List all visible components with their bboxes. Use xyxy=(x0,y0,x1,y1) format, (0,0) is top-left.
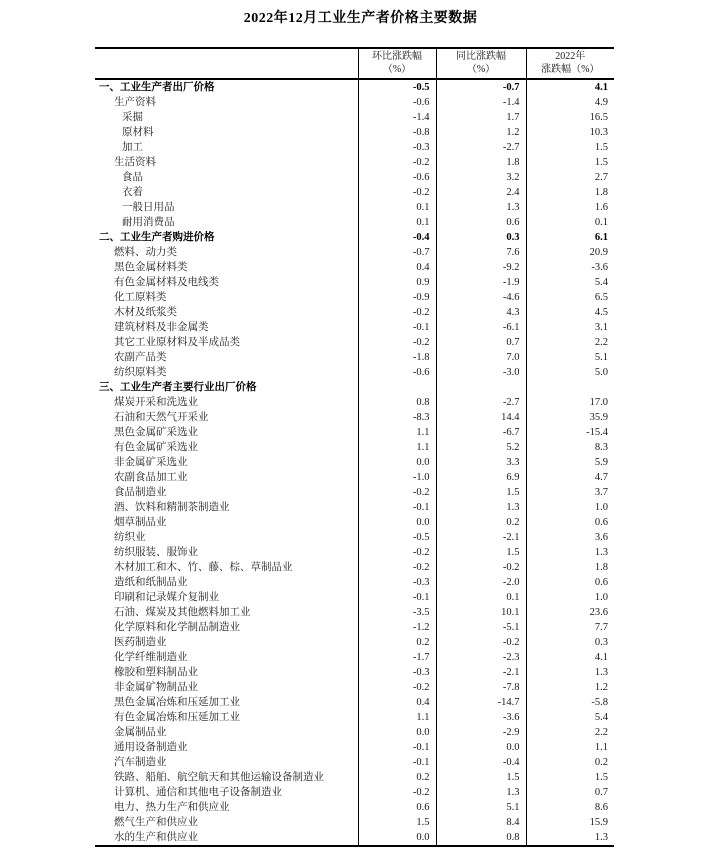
cell-yoy: 1.7 xyxy=(436,110,526,125)
table-row xyxy=(95,79,614,95)
cell-yoy: -9.2 xyxy=(436,260,526,275)
row-label: 木材及纸浆类 xyxy=(114,307,177,318)
cell-year: 5.4 xyxy=(526,710,614,725)
cell-mom: -0.5 xyxy=(358,530,436,545)
cell-mom: -0.2 xyxy=(358,785,436,800)
row-label: 纺织原料类 xyxy=(114,367,167,378)
col-header-yoy-line1: 同比涨跌幅 xyxy=(456,51,506,62)
cell-mom: -0.9 xyxy=(358,290,436,305)
cell-year: 0.6 xyxy=(526,575,614,590)
cell-yoy: -3.0 xyxy=(436,365,526,380)
cell-yoy: -2.1 xyxy=(436,530,526,545)
table-row xyxy=(95,200,614,215)
table-row xyxy=(95,155,614,170)
cell-year: 5.9 xyxy=(526,455,614,470)
cell-mom: -3.5 xyxy=(358,605,436,620)
cell-yoy: 7.6 xyxy=(436,245,526,260)
row-label: 食品 xyxy=(122,172,143,183)
cell-mom: 0.4 xyxy=(358,260,436,275)
cell-year: 0.6 xyxy=(526,515,614,530)
row-label: 石油、煤炭及其他燃料加工业 xyxy=(114,607,251,618)
cell-mom: 0.0 xyxy=(358,725,436,740)
row-label: 加工 xyxy=(122,142,143,153)
cell-year: 35.9 xyxy=(526,410,614,425)
table-row xyxy=(95,95,614,110)
cell-mom: -0.5 xyxy=(358,79,436,95)
table-row xyxy=(95,290,614,305)
col-header-year-line1: 2022年 xyxy=(555,51,586,62)
cell-mom: 0.2 xyxy=(358,770,436,785)
table-row xyxy=(95,455,614,470)
row-label: 原材料 xyxy=(122,127,154,138)
cell-yoy: -1.9 xyxy=(436,275,526,290)
cell-mom: 0.2 xyxy=(358,635,436,650)
cell-yoy: 0.7 xyxy=(436,335,526,350)
cell-yoy: 5.2 xyxy=(436,440,526,455)
cell-year: 4.9 xyxy=(526,95,614,110)
table-body xyxy=(95,79,614,846)
cell-yoy: -0.7 xyxy=(436,79,526,95)
cell-mom: 1.1 xyxy=(358,440,436,455)
cell-year: 0.1 xyxy=(526,215,614,230)
cell-yoy: 7.0 xyxy=(436,350,526,365)
cell-mom: -1.7 xyxy=(358,650,436,665)
table-row xyxy=(95,230,614,245)
col-header-year xyxy=(526,48,614,79)
row-label: 化学原料和化学制品制造业 xyxy=(114,622,240,633)
cell-yoy: 3.3 xyxy=(436,455,526,470)
cell-mom: -0.1 xyxy=(358,755,436,770)
table-row xyxy=(95,545,614,560)
cell-mom: -0.2 xyxy=(358,485,436,500)
cell-year: -15.4 xyxy=(526,425,614,440)
row-label: 非金属矿物制品业 xyxy=(114,682,198,693)
cell-year: 5.4 xyxy=(526,275,614,290)
col-header-yoy-line2: （%） xyxy=(466,63,496,75)
cell-mom: -1.8 xyxy=(358,350,436,365)
table-row xyxy=(95,440,614,455)
cell-year: 0.3 xyxy=(526,635,614,650)
cell-mom: -0.3 xyxy=(358,665,436,680)
cell-mom: -0.1 xyxy=(358,590,436,605)
table-row xyxy=(95,770,614,785)
table-row xyxy=(95,140,614,155)
cell-yoy: -0.2 xyxy=(436,560,526,575)
table-row xyxy=(95,680,614,695)
cell-yoy: 3.2 xyxy=(436,170,526,185)
table-row xyxy=(95,275,614,290)
cell-yoy: 1.8 xyxy=(436,155,526,170)
cell-yoy: 14.4 xyxy=(436,410,526,425)
table-row xyxy=(95,260,614,275)
table-row xyxy=(95,485,614,500)
table-row xyxy=(95,785,614,800)
row-label: 黑色金属矿采选业 xyxy=(114,427,198,438)
row-label: 其它工业原材料及半成品类 xyxy=(114,337,240,348)
row-label: 石油和天然气开采业 xyxy=(114,412,209,423)
cell-year: 3.1 xyxy=(526,320,614,335)
row-label: 建筑材料及非金属类 xyxy=(114,322,209,333)
cell-mom: -0.1 xyxy=(358,320,436,335)
cell-mom: 0.0 xyxy=(358,830,436,846)
cell-yoy: 0.6 xyxy=(436,215,526,230)
cell-year: -3.6 xyxy=(526,260,614,275)
cell-yoy: 1.5 xyxy=(436,545,526,560)
cell-year: 1.5 xyxy=(526,770,614,785)
cell-year: 6.1 xyxy=(526,230,614,245)
row-label: 烟草制品业 xyxy=(114,517,167,528)
row-label: 农副食品加工业 xyxy=(114,472,188,483)
row-label: 计算机、通信和其他电子设备制造业 xyxy=(114,787,282,798)
table-row xyxy=(95,800,614,815)
header-row xyxy=(95,48,614,79)
cell-yoy: 1.5 xyxy=(436,770,526,785)
table-row xyxy=(95,725,614,740)
cell-mom: -0.2 xyxy=(358,560,436,575)
row-label: 农副产品类 xyxy=(114,352,167,363)
row-label: 采掘 xyxy=(122,112,143,123)
cell-mom: -0.3 xyxy=(358,575,436,590)
table-row xyxy=(95,815,614,830)
cell-year: 10.3 xyxy=(526,125,614,140)
cell-mom: -0.2 xyxy=(358,155,436,170)
row-label: 铁路、船舶、航空航天和其他运输设备制造业 xyxy=(114,772,324,783)
row-label: 有色金属材料及电线类 xyxy=(114,277,219,288)
table-row xyxy=(95,470,614,485)
table-row xyxy=(95,830,614,846)
row-label: 水的生产和供应业 xyxy=(114,832,198,843)
cell-yoy: -2.0 xyxy=(436,575,526,590)
cell-year: 1.0 xyxy=(526,500,614,515)
cell-yoy: -14.7 xyxy=(436,695,526,710)
cell-mom: -0.2 xyxy=(358,335,436,350)
table-header xyxy=(95,48,614,79)
cell-year: 16.5 xyxy=(526,110,614,125)
cell-yoy: -7.8 xyxy=(436,680,526,695)
page-title: 2022年12月工业生产者价格主要数据 xyxy=(243,11,478,26)
cell-mom: 1.1 xyxy=(358,710,436,725)
row-label: 酒、饮料和精制茶制造业 xyxy=(114,502,230,513)
cell-year: 1.6 xyxy=(526,200,614,215)
cell-yoy: 0.3 xyxy=(436,230,526,245)
cell-year: 20.9 xyxy=(526,245,614,260)
cell-yoy: -2.3 xyxy=(436,650,526,665)
cell-year: 23.6 xyxy=(526,605,614,620)
cell-year: 4.5 xyxy=(526,305,614,320)
cell-mom: 0.8 xyxy=(358,395,436,410)
row-label: 印刷和记录媒介复制业 xyxy=(114,592,219,603)
row-label: 纺织业 xyxy=(114,532,146,543)
row-label: 食品制造业 xyxy=(114,487,167,498)
row-label: 通用设备制造业 xyxy=(114,742,188,753)
cell-year: 1.3 xyxy=(526,830,614,846)
table-row xyxy=(95,110,614,125)
cell-yoy: 6.9 xyxy=(436,470,526,485)
row-label: 橡胶和塑料制品业 xyxy=(114,667,198,678)
table-row xyxy=(95,335,614,350)
row-label: 煤炭开采和洗选业 xyxy=(114,397,198,408)
cell-mom: -0.7 xyxy=(358,245,436,260)
cell-mom: -0.2 xyxy=(358,545,436,560)
cell-yoy: 5.1 xyxy=(436,800,526,815)
cell-year: 15.9 xyxy=(526,815,614,830)
cell-year: 5.1 xyxy=(526,350,614,365)
table-row xyxy=(95,695,614,710)
cell-year: 3.6 xyxy=(526,530,614,545)
col-header-mom xyxy=(358,48,436,79)
cell-mom: -0.3 xyxy=(358,140,436,155)
row-label: 造纸和纸制品业 xyxy=(114,577,188,588)
cell-mom: 1.5 xyxy=(358,815,436,830)
cell-mom: -0.6 xyxy=(358,170,436,185)
row-label: 化工原料类 xyxy=(114,292,167,303)
cell-year: 2.2 xyxy=(526,335,614,350)
cell-yoy: -3.6 xyxy=(436,710,526,725)
cell-year: 1.5 xyxy=(526,155,614,170)
cell-mom: -1.4 xyxy=(358,110,436,125)
row-label: 燃气生产和供应业 xyxy=(114,817,198,828)
cell-mom: 0.0 xyxy=(358,515,436,530)
row-label: 黑色金属冶炼和压延加工业 xyxy=(114,697,240,708)
table-row xyxy=(95,665,614,680)
cell-mom: -1.2 xyxy=(358,620,436,635)
cell-yoy: 0.8 xyxy=(436,830,526,846)
row-label: 燃料、动力类 xyxy=(114,247,177,258)
cell-mom: -1.0 xyxy=(358,470,436,485)
cell-year: 2.7 xyxy=(526,170,614,185)
table-row xyxy=(95,740,614,755)
cell-yoy: -4.6 xyxy=(436,290,526,305)
table-row xyxy=(95,620,614,635)
cell-year: 4.7 xyxy=(526,470,614,485)
row-label: 一、工业生产者出厂价格 xyxy=(99,82,215,93)
ppi-table xyxy=(95,47,614,847)
cell-year: 1.8 xyxy=(526,185,614,200)
cell-mom xyxy=(358,380,436,395)
cell-year xyxy=(526,380,614,395)
cell-yoy: 1.5 xyxy=(436,485,526,500)
table-row xyxy=(95,605,614,620)
cell-yoy: 8.4 xyxy=(436,815,526,830)
table-row xyxy=(95,650,614,665)
table-row xyxy=(95,380,614,395)
cell-yoy: -2.9 xyxy=(436,725,526,740)
cell-year: 6.5 xyxy=(526,290,614,305)
row-label: 化学纤维制造业 xyxy=(114,652,188,663)
cell-yoy: 0.2 xyxy=(436,515,526,530)
col-header-year-line2: 涨跌幅（%） xyxy=(541,63,600,75)
cell-year: 7.7 xyxy=(526,620,614,635)
table-row xyxy=(95,305,614,320)
table-row xyxy=(95,320,614,335)
cell-mom: -8.3 xyxy=(358,410,436,425)
cell-year: 5.0 xyxy=(526,365,614,380)
cell-yoy: -0.2 xyxy=(436,635,526,650)
cell-year: 0.7 xyxy=(526,785,614,800)
cell-yoy: 0.0 xyxy=(436,740,526,755)
row-label: 耐用消费品 xyxy=(122,217,175,228)
table-row xyxy=(95,410,614,425)
cell-yoy: -2.7 xyxy=(436,140,526,155)
table-row xyxy=(95,395,614,410)
table-row xyxy=(95,530,614,545)
cell-year: 8.6 xyxy=(526,800,614,815)
cell-yoy: 1.3 xyxy=(436,785,526,800)
cell-mom: 0.4 xyxy=(358,695,436,710)
cell-yoy: -6.1 xyxy=(436,320,526,335)
label-column-header xyxy=(95,48,358,79)
table-row xyxy=(95,515,614,530)
row-label: 纺织服装、服饰业 xyxy=(114,547,198,558)
cell-yoy: -2.7 xyxy=(436,395,526,410)
cell-mom: 1.1 xyxy=(358,425,436,440)
cell-yoy: 2.4 xyxy=(436,185,526,200)
table-row xyxy=(95,500,614,515)
row-label: 三、工业生产者主要行业出厂价格 xyxy=(99,382,257,393)
cell-yoy: 0.1 xyxy=(436,590,526,605)
cell-year: 1.0 xyxy=(526,590,614,605)
cell-mom: -0.6 xyxy=(358,95,436,110)
table-row xyxy=(95,425,614,440)
cell-yoy: -0.4 xyxy=(436,755,526,770)
row-label: 生产资料 xyxy=(114,97,156,108)
cell-year: 3.7 xyxy=(526,485,614,500)
table-row xyxy=(95,365,614,380)
cell-mom: 0.9 xyxy=(358,275,436,290)
cell-year: 1.2 xyxy=(526,680,614,695)
table-row xyxy=(95,590,614,605)
table-row xyxy=(95,245,614,260)
cell-mom: 0.1 xyxy=(358,200,436,215)
col-header-mom-line1: 环比涨跌幅 xyxy=(372,51,422,62)
table-row xyxy=(95,215,614,230)
cell-year: 8.3 xyxy=(526,440,614,455)
table-row xyxy=(95,635,614,650)
col-header-mom-line2: （%） xyxy=(382,63,412,75)
row-label: 木材加工和木、竹、藤、棕、草制品业 xyxy=(114,562,293,573)
cell-year: 17.0 xyxy=(526,395,614,410)
cell-yoy: 1.3 xyxy=(436,500,526,515)
table-row xyxy=(95,350,614,365)
cell-yoy: 1.2 xyxy=(436,125,526,140)
cell-mom: 0.1 xyxy=(358,215,436,230)
cell-mom: 0.6 xyxy=(358,800,436,815)
table-row xyxy=(95,755,614,770)
cell-mom: 0.0 xyxy=(358,455,436,470)
cell-year: 1.3 xyxy=(526,545,614,560)
cell-year: 4.1 xyxy=(526,79,614,95)
cell-yoy xyxy=(436,380,526,395)
cell-yoy: -5.1 xyxy=(436,620,526,635)
row-label: 非金属矿采选业 xyxy=(114,457,188,468)
row-label: 一般日用品 xyxy=(122,202,175,213)
row-label: 有色金属冶炼和压延加工业 xyxy=(114,712,240,723)
cell-mom: -0.2 xyxy=(358,680,436,695)
cell-year: 1.8 xyxy=(526,560,614,575)
table-row xyxy=(95,575,614,590)
row-label: 汽车制造业 xyxy=(114,757,167,768)
cell-yoy: 4.3 xyxy=(436,305,526,320)
cell-mom: -0.2 xyxy=(358,305,436,320)
cell-mom: -0.1 xyxy=(358,740,436,755)
table-row xyxy=(95,710,614,725)
cell-yoy: -1.4 xyxy=(436,95,526,110)
table-row xyxy=(95,185,614,200)
cell-mom: -0.1 xyxy=(358,500,436,515)
table-row xyxy=(95,125,614,140)
cell-yoy: -6.7 xyxy=(436,425,526,440)
table-row xyxy=(95,170,614,185)
cell-year: -5.8 xyxy=(526,695,614,710)
cell-mom: -0.8 xyxy=(358,125,436,140)
col-header-yoy xyxy=(436,48,526,79)
row-label: 二、工业生产者购进价格 xyxy=(99,232,215,243)
row-label: 电力、热力生产和供应业 xyxy=(114,802,230,813)
row-label: 有色金属矿采选业 xyxy=(114,442,198,453)
row-label: 衣着 xyxy=(122,187,143,198)
cell-yoy: 1.3 xyxy=(436,200,526,215)
cell-year: 4.1 xyxy=(526,650,614,665)
table-row xyxy=(95,560,614,575)
row-label: 黑色金属材料类 xyxy=(114,262,188,273)
cell-mom: -0.4 xyxy=(358,230,436,245)
cell-year: 0.2 xyxy=(526,755,614,770)
row-label: 医药制造业 xyxy=(114,637,167,648)
row-label: 金属制品业 xyxy=(114,727,167,738)
cell-year: 1.5 xyxy=(526,140,614,155)
cell-year: 2.2 xyxy=(526,725,614,740)
cell-mom: -0.2 xyxy=(358,185,436,200)
cell-mom: -0.6 xyxy=(358,365,436,380)
cell-year: 1.1 xyxy=(526,740,614,755)
row-label: 生活资料 xyxy=(114,157,156,168)
cell-yoy: -2.1 xyxy=(436,665,526,680)
cell-yoy: 10.1 xyxy=(436,605,526,620)
cell-year: 1.3 xyxy=(526,665,614,680)
